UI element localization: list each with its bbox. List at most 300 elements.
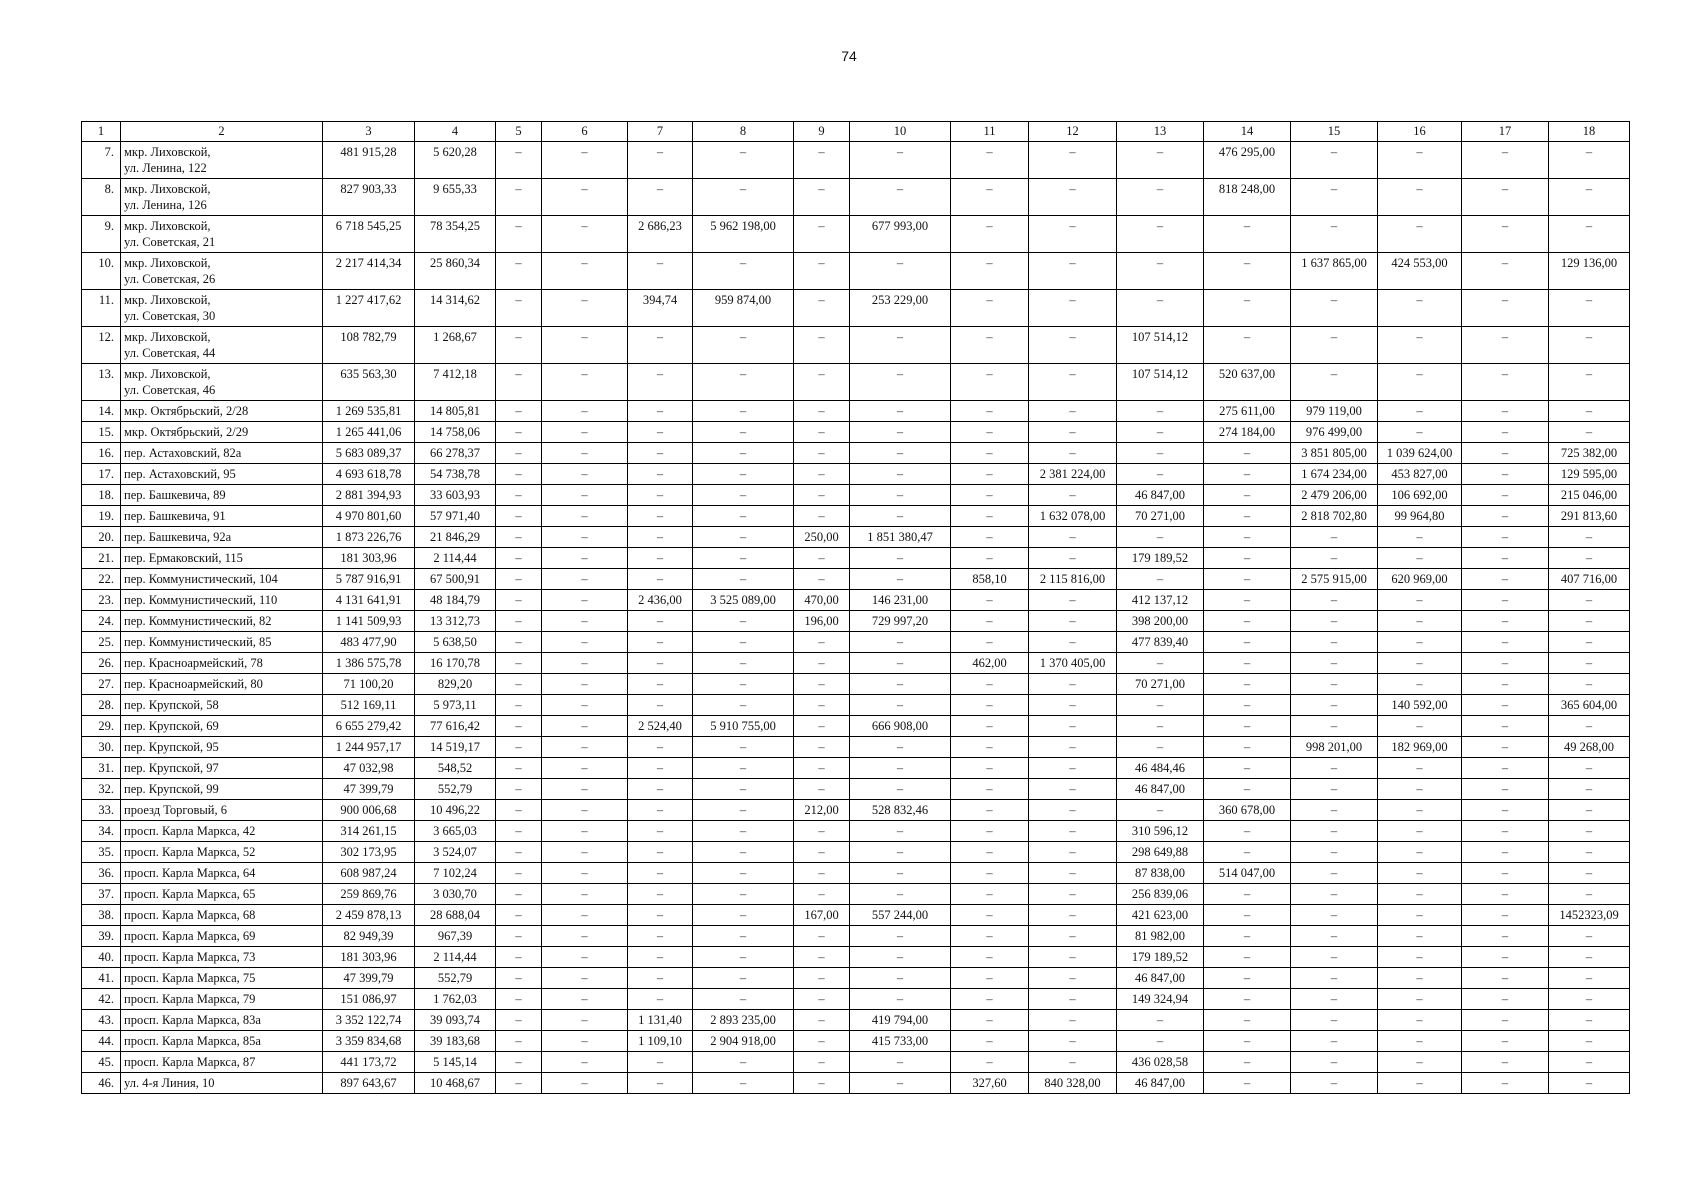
- empty-cell: –: [1204, 653, 1291, 674]
- value-cell: 424 553,00: [1378, 253, 1462, 290]
- empty-cell: –: [693, 327, 794, 364]
- empty-cell: –: [850, 1052, 951, 1073]
- empty-cell: –: [1462, 590, 1549, 611]
- value-cell: 620 969,00: [1378, 569, 1462, 590]
- empty-cell: –: [1549, 1010, 1630, 1031]
- empty-cell: –: [951, 674, 1029, 695]
- empty-cell: –: [1549, 327, 1630, 364]
- empty-cell: –: [1204, 485, 1291, 506]
- empty-cell: –: [1029, 401, 1117, 422]
- table-header-row: [82, 122, 1630, 142]
- empty-cell: –: [794, 401, 850, 422]
- empty-cell: –: [693, 443, 794, 464]
- empty-cell: –: [1204, 216, 1291, 253]
- empty-cell: –: [496, 653, 542, 674]
- table-row: [82, 905, 1630, 926]
- value-cell: 48 184,79: [415, 590, 496, 611]
- empty-cell: –: [1204, 779, 1291, 800]
- table-row: [82, 569, 1630, 590]
- empty-cell: –: [496, 443, 542, 464]
- value-cell: 2 686,23: [628, 216, 693, 253]
- empty-cell: –: [1291, 863, 1378, 884]
- empty-cell: –: [628, 253, 693, 290]
- value-cell: 140 592,00: [1378, 695, 1462, 716]
- row-number: 7.: [82, 142, 121, 179]
- value-cell: 14 805,81: [415, 401, 496, 422]
- address-cell: просп. Карла Маркса, 64: [121, 863, 323, 884]
- address-cell: пер. Крупской, 97: [121, 758, 323, 779]
- row-number: 18.: [82, 485, 121, 506]
- empty-cell: –: [1462, 989, 1549, 1010]
- empty-cell: –: [951, 968, 1029, 989]
- empty-cell: –: [628, 364, 693, 401]
- empty-cell: –: [1029, 758, 1117, 779]
- table-row: [82, 737, 1630, 758]
- empty-cell: –: [1549, 142, 1630, 179]
- empty-cell: –: [850, 842, 951, 863]
- value-cell: 291 813,60: [1549, 506, 1630, 527]
- column-header: 15: [1291, 122, 1378, 142]
- empty-cell: –: [628, 674, 693, 695]
- empty-cell: –: [794, 884, 850, 905]
- address-cell: пер. Коммунистический, 85: [121, 632, 323, 653]
- value-cell: 1 370 405,00: [1029, 653, 1117, 674]
- empty-cell: –: [542, 1031, 628, 1052]
- page-number: 74: [841, 48, 857, 64]
- empty-cell: –: [1029, 926, 1117, 947]
- value-cell: 14 519,17: [415, 737, 496, 758]
- value-cell: 275 611,00: [1204, 401, 1291, 422]
- empty-cell: –: [628, 401, 693, 422]
- empty-cell: –: [693, 842, 794, 863]
- row-number: 32.: [82, 779, 121, 800]
- empty-cell: –: [1291, 364, 1378, 401]
- value-cell: 2 217 414,34: [323, 253, 415, 290]
- empty-cell: –: [951, 401, 1029, 422]
- empty-cell: –: [1291, 884, 1378, 905]
- empty-cell: –: [1462, 632, 1549, 653]
- value-cell: 2 524,40: [628, 716, 693, 737]
- empty-cell: –: [1462, 569, 1549, 590]
- empty-cell: –: [496, 695, 542, 716]
- row-number: 26.: [82, 653, 121, 674]
- empty-cell: –: [1462, 179, 1549, 216]
- empty-cell: –: [628, 632, 693, 653]
- empty-cell: –: [951, 485, 1029, 506]
- value-cell: 3 525 089,00: [693, 590, 794, 611]
- empty-cell: –: [1291, 821, 1378, 842]
- value-cell: 477 839,40: [1117, 632, 1204, 653]
- empty-cell: –: [1549, 779, 1630, 800]
- value-cell: 2 381 224,00: [1029, 464, 1117, 485]
- empty-cell: –: [1462, 548, 1549, 569]
- empty-cell: –: [951, 800, 1029, 821]
- value-cell: 54 738,78: [415, 464, 496, 485]
- address-cell: пер. Крупской, 99: [121, 779, 323, 800]
- empty-cell: –: [1029, 695, 1117, 716]
- value-cell: 2 114,44: [415, 947, 496, 968]
- address-cell: просп. Карла Маркса, 83а: [121, 1010, 323, 1031]
- empty-cell: –: [1462, 863, 1549, 884]
- empty-cell: –: [1462, 1052, 1549, 1073]
- empty-cell: –: [794, 253, 850, 290]
- empty-cell: –: [628, 926, 693, 947]
- empty-cell: –: [542, 779, 628, 800]
- row-number: 41.: [82, 968, 121, 989]
- empty-cell: –: [1204, 611, 1291, 632]
- empty-cell: –: [850, 632, 951, 653]
- empty-cell: –: [1462, 422, 1549, 443]
- value-cell: 47 399,79: [323, 779, 415, 800]
- empty-cell: –: [850, 142, 951, 179]
- empty-cell: –: [1291, 290, 1378, 327]
- row-number: 29.: [82, 716, 121, 737]
- empty-cell: –: [542, 632, 628, 653]
- value-cell: 2 436,00: [628, 590, 693, 611]
- value-cell: 1 386 575,78: [323, 653, 415, 674]
- empty-cell: –: [542, 884, 628, 905]
- row-number: 38.: [82, 905, 121, 926]
- empty-cell: –: [496, 1052, 542, 1073]
- empty-cell: –: [1462, 364, 1549, 401]
- empty-cell: –: [951, 989, 1029, 1010]
- value-cell: 46 847,00: [1117, 1073, 1204, 1094]
- value-cell: 5 910 755,00: [693, 716, 794, 737]
- empty-cell: –: [1117, 527, 1204, 548]
- empty-cell: –: [1291, 216, 1378, 253]
- empty-cell: –: [542, 1010, 628, 1031]
- empty-cell: –: [693, 905, 794, 926]
- empty-cell: –: [951, 1031, 1029, 1052]
- empty-cell: –: [1291, 779, 1378, 800]
- address-cell: мкр. Октябрьский, 2/29: [121, 422, 323, 443]
- empty-cell: –: [1378, 863, 1462, 884]
- empty-cell: –: [951, 364, 1029, 401]
- empty-cell: –: [693, 800, 794, 821]
- row-number: 35.: [82, 842, 121, 863]
- value-cell: 1 674 234,00: [1291, 464, 1378, 485]
- empty-cell: –: [1291, 989, 1378, 1010]
- empty-cell: –: [1462, 821, 1549, 842]
- empty-cell: –: [693, 737, 794, 758]
- value-cell: 441 173,72: [323, 1052, 415, 1073]
- value-cell: 70 271,00: [1117, 506, 1204, 527]
- empty-cell: –: [1378, 800, 1462, 821]
- empty-cell: –: [1029, 842, 1117, 863]
- empty-cell: –: [1029, 947, 1117, 968]
- empty-cell: –: [951, 506, 1029, 527]
- empty-cell: –: [1291, 758, 1378, 779]
- empty-cell: –: [1462, 905, 1549, 926]
- empty-cell: –: [1462, 506, 1549, 527]
- value-cell: 129 136,00: [1549, 253, 1630, 290]
- empty-cell: –: [1029, 779, 1117, 800]
- empty-cell: –: [1291, 905, 1378, 926]
- empty-cell: –: [628, 1052, 693, 1073]
- value-cell: 729 997,20: [850, 611, 951, 632]
- empty-cell: –: [1549, 947, 1630, 968]
- empty-cell: –: [1378, 674, 1462, 695]
- empty-cell: –: [1029, 800, 1117, 821]
- empty-cell: –: [951, 179, 1029, 216]
- value-cell: 360 678,00: [1204, 800, 1291, 821]
- value-cell: 310 596,12: [1117, 821, 1204, 842]
- empty-cell: –: [1291, 800, 1378, 821]
- empty-cell: –: [850, 401, 951, 422]
- empty-cell: –: [794, 926, 850, 947]
- empty-cell: –: [1291, 926, 1378, 947]
- empty-cell: –: [1029, 821, 1117, 842]
- value-cell: 2 575 915,00: [1291, 569, 1378, 590]
- value-cell: 3 352 122,74: [323, 1010, 415, 1031]
- empty-cell: –: [1029, 989, 1117, 1010]
- empty-cell: –: [1204, 695, 1291, 716]
- empty-cell: –: [1462, 1031, 1549, 1052]
- value-cell: 552,79: [415, 968, 496, 989]
- row-number: 10.: [82, 253, 121, 290]
- empty-cell: –: [850, 926, 951, 947]
- empty-cell: –: [496, 253, 542, 290]
- empty-cell: –: [1204, 884, 1291, 905]
- value-cell: 81 982,00: [1117, 926, 1204, 947]
- empty-cell: –: [1029, 905, 1117, 926]
- empty-cell: –: [496, 327, 542, 364]
- table-row: [82, 632, 1630, 653]
- empty-cell: –: [794, 968, 850, 989]
- empty-cell: –: [496, 179, 542, 216]
- empty-cell: –: [1549, 632, 1630, 653]
- table-row: [82, 842, 1630, 863]
- empty-cell: –: [628, 443, 693, 464]
- empty-cell: –: [693, 884, 794, 905]
- empty-cell: –: [951, 216, 1029, 253]
- empty-cell: –: [1378, 947, 1462, 968]
- empty-cell: –: [1462, 401, 1549, 422]
- value-cell: 46 847,00: [1117, 485, 1204, 506]
- value-cell: 512 169,11: [323, 695, 415, 716]
- empty-cell: –: [542, 821, 628, 842]
- value-cell: 967,39: [415, 926, 496, 947]
- value-cell: 212,00: [794, 800, 850, 821]
- empty-cell: –: [951, 611, 1029, 632]
- empty-cell: –: [1029, 253, 1117, 290]
- address-cell: пер. Красноармейский, 78: [121, 653, 323, 674]
- empty-cell: –: [628, 947, 693, 968]
- value-cell: 181 303,96: [323, 947, 415, 968]
- empty-cell: –: [1549, 290, 1630, 327]
- empty-cell: –: [542, 905, 628, 926]
- empty-cell: –: [496, 737, 542, 758]
- value-cell: 666 908,00: [850, 716, 951, 737]
- value-cell: 1 269 535,81: [323, 401, 415, 422]
- row-number: 13.: [82, 364, 121, 401]
- empty-cell: –: [693, 142, 794, 179]
- value-cell: 250,00: [794, 527, 850, 548]
- empty-cell: –: [496, 1073, 542, 1094]
- empty-cell: –: [1117, 290, 1204, 327]
- column-header: 6: [542, 122, 628, 142]
- value-cell: 16 170,78: [415, 653, 496, 674]
- value-cell: 4 131 641,91: [323, 590, 415, 611]
- value-cell: 415 733,00: [850, 1031, 951, 1052]
- empty-cell: –: [1029, 216, 1117, 253]
- empty-cell: –: [1117, 800, 1204, 821]
- value-cell: 4 693 618,78: [323, 464, 415, 485]
- empty-cell: –: [1462, 464, 1549, 485]
- empty-cell: –: [496, 779, 542, 800]
- value-cell: 181 303,96: [323, 548, 415, 569]
- value-cell: 552,79: [415, 779, 496, 800]
- empty-cell: –: [1549, 527, 1630, 548]
- value-cell: 2 459 878,13: [323, 905, 415, 926]
- value-cell: 476 295,00: [1204, 142, 1291, 179]
- empty-cell: –: [1549, 179, 1630, 216]
- empty-cell: –: [1378, 590, 1462, 611]
- table-row: [82, 1073, 1630, 1094]
- empty-cell: –: [1378, 179, 1462, 216]
- value-cell: 608 987,24: [323, 863, 415, 884]
- empty-cell: –: [794, 1052, 850, 1073]
- empty-cell: –: [850, 364, 951, 401]
- empty-cell: –: [850, 737, 951, 758]
- empty-cell: –: [951, 443, 1029, 464]
- empty-cell: –: [794, 989, 850, 1010]
- value-cell: 1 039 624,00: [1378, 443, 1462, 464]
- value-cell: 398 200,00: [1117, 611, 1204, 632]
- empty-cell: –: [951, 290, 1029, 327]
- empty-cell: –: [1549, 653, 1630, 674]
- table-body: [82, 122, 1630, 1094]
- value-cell: 1452323,09: [1549, 905, 1630, 926]
- empty-cell: –: [693, 464, 794, 485]
- value-cell: 2 479 206,00: [1291, 485, 1378, 506]
- empty-cell: –: [1204, 716, 1291, 737]
- table-row: [82, 327, 1630, 364]
- value-cell: 302 173,95: [323, 842, 415, 863]
- empty-cell: –: [628, 968, 693, 989]
- empty-cell: –: [794, 842, 850, 863]
- empty-cell: –: [628, 779, 693, 800]
- empty-cell: –: [1291, 842, 1378, 863]
- empty-cell: –: [1029, 327, 1117, 364]
- empty-cell: –: [794, 506, 850, 527]
- value-cell: 4 970 801,60: [323, 506, 415, 527]
- empty-cell: –: [1378, 842, 1462, 863]
- table-row: [82, 401, 1630, 422]
- table-row: [82, 947, 1630, 968]
- column-header: 11: [951, 122, 1029, 142]
- table-row: [82, 142, 1630, 179]
- value-cell: 3 665,03: [415, 821, 496, 842]
- empty-cell: –: [1204, 905, 1291, 926]
- empty-cell: –: [951, 884, 1029, 905]
- address-cell: просп. Карла Маркса, 65: [121, 884, 323, 905]
- row-number: 9.: [82, 216, 121, 253]
- value-cell: 394,74: [628, 290, 693, 327]
- address-cell: мкр. Лиховской, ул. Советская, 26: [121, 253, 323, 290]
- value-cell: 3 524,07: [415, 842, 496, 863]
- empty-cell: –: [951, 1010, 1029, 1031]
- address-cell: мкр. Лиховской, ул. Советская, 30: [121, 290, 323, 327]
- empty-cell: –: [850, 485, 951, 506]
- empty-cell: –: [1029, 674, 1117, 695]
- empty-cell: –: [1204, 569, 1291, 590]
- empty-cell: –: [1462, 216, 1549, 253]
- value-cell: 818 248,00: [1204, 179, 1291, 216]
- empty-cell: –: [542, 327, 628, 364]
- empty-cell: –: [1549, 716, 1630, 737]
- empty-cell: –: [850, 884, 951, 905]
- value-cell: 39 093,74: [415, 1010, 496, 1031]
- row-number: 11.: [82, 290, 121, 327]
- empty-cell: –: [1291, 590, 1378, 611]
- empty-cell: –: [542, 527, 628, 548]
- empty-cell: –: [496, 989, 542, 1010]
- empty-cell: –: [693, 758, 794, 779]
- empty-cell: –: [1029, 179, 1117, 216]
- empty-cell: –: [1291, 142, 1378, 179]
- empty-cell: –: [628, 485, 693, 506]
- empty-cell: –: [1117, 422, 1204, 443]
- empty-cell: –: [1378, 364, 1462, 401]
- data-table: [81, 121, 1630, 1094]
- address-cell: просп. Карла Маркса, 68: [121, 905, 323, 926]
- value-cell: 46 847,00: [1117, 779, 1204, 800]
- empty-cell: –: [542, 1073, 628, 1094]
- empty-cell: –: [542, 674, 628, 695]
- empty-cell: –: [951, 142, 1029, 179]
- table-row: [82, 1052, 1630, 1073]
- empty-cell: –: [1549, 590, 1630, 611]
- empty-cell: –: [496, 422, 542, 443]
- empty-cell: –: [850, 947, 951, 968]
- empty-cell: –: [1462, 1010, 1549, 1031]
- value-cell: 407 716,00: [1549, 569, 1630, 590]
- empty-cell: –: [1117, 569, 1204, 590]
- empty-cell: –: [850, 179, 951, 216]
- value-cell: 149 324,94: [1117, 989, 1204, 1010]
- empty-cell: –: [1117, 695, 1204, 716]
- empty-cell: –: [542, 422, 628, 443]
- empty-cell: –: [693, 821, 794, 842]
- value-cell: 314 261,15: [323, 821, 415, 842]
- empty-cell: –: [496, 364, 542, 401]
- address-cell: просп. Карла Маркса, 69: [121, 926, 323, 947]
- empty-cell: –: [1378, 327, 1462, 364]
- row-number: 40.: [82, 947, 121, 968]
- value-cell: 421 623,00: [1117, 905, 1204, 926]
- table-row: [82, 821, 1630, 842]
- empty-cell: –: [628, 905, 693, 926]
- address-cell: пер. Башкевича, 89: [121, 485, 323, 506]
- table-row: [82, 422, 1630, 443]
- value-cell: 959 874,00: [693, 290, 794, 327]
- table-row: [82, 695, 1630, 716]
- value-cell: 520 637,00: [1204, 364, 1291, 401]
- row-number: 31.: [82, 758, 121, 779]
- value-cell: 179 189,52: [1117, 548, 1204, 569]
- value-cell: 77 616,42: [415, 716, 496, 737]
- row-number: 23.: [82, 590, 121, 611]
- empty-cell: –: [1291, 716, 1378, 737]
- empty-cell: –: [1462, 842, 1549, 863]
- empty-cell: –: [794, 569, 850, 590]
- empty-cell: –: [496, 842, 542, 863]
- value-cell: 107 514,12: [1117, 364, 1204, 401]
- value-cell: 1 268,67: [415, 327, 496, 364]
- value-cell: 49 268,00: [1549, 737, 1630, 758]
- value-cell: 897 643,67: [323, 1073, 415, 1094]
